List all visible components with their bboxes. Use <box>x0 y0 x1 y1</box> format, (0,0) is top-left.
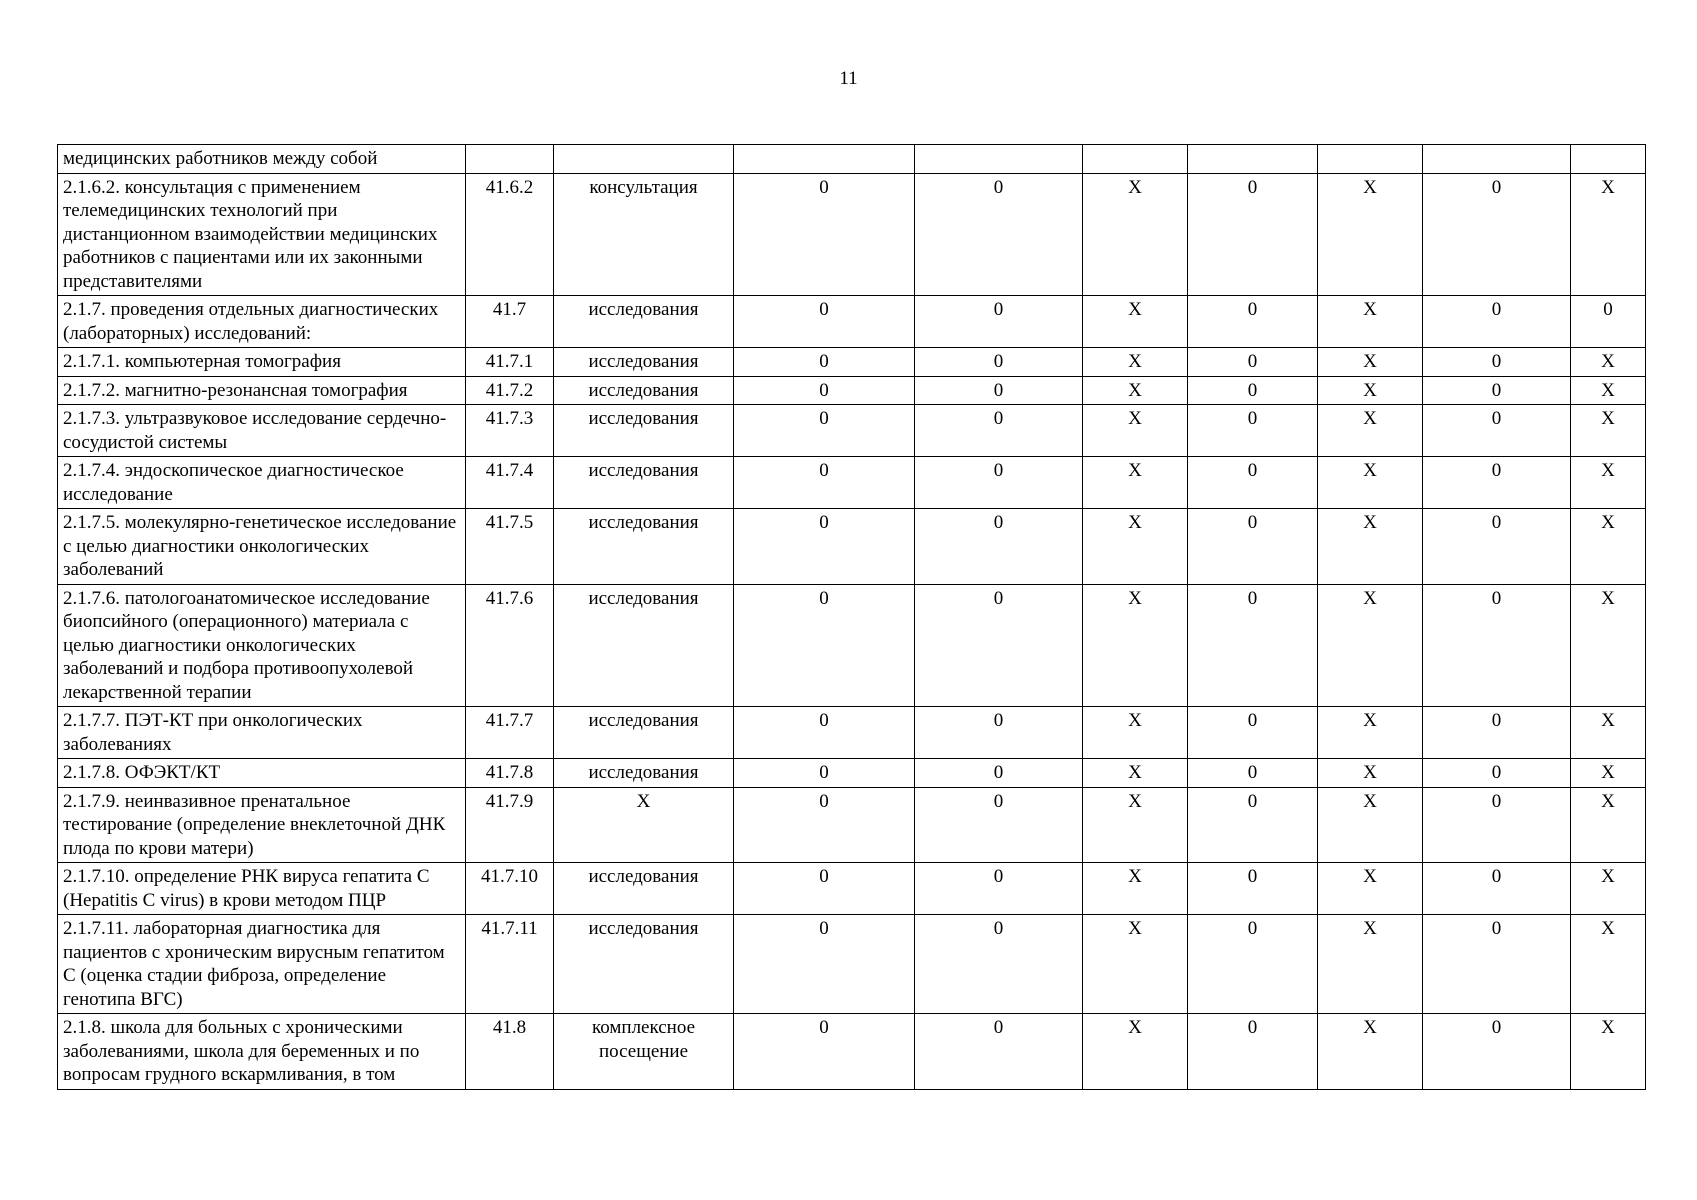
row-unit-cell: исследования <box>554 405 734 457</box>
row-value-cell-2: 0 <box>915 1014 1083 1090</box>
row-unit-cell: исследования <box>554 759 734 788</box>
row-value-cell-1 <box>734 145 915 174</box>
table-row <box>58 584 1646 707</box>
table-row <box>58 509 1646 585</box>
row-value-cell-3: X <box>1083 863 1188 915</box>
row-code-cell: 41.7.10 <box>466 863 554 915</box>
row-code-cell: 41.7.5 <box>466 509 554 585</box>
row-value-cell-1: 0 <box>734 707 915 759</box>
row-value-cell-5: X <box>1318 759 1423 788</box>
row-code-cell: 41.7.11 <box>466 915 554 1014</box>
table-row <box>58 296 1646 348</box>
row-value-cell-4: 0 <box>1188 376 1318 405</box>
row-value-cell-6: 0 <box>1423 787 1571 863</box>
row-value-cell-6: 0 <box>1423 915 1571 1014</box>
row-value-cell-3: X <box>1083 759 1188 788</box>
row-value-cell-2: 0 <box>915 405 1083 457</box>
row-value-cell-5: X <box>1318 376 1423 405</box>
row-value-cell-7: X <box>1571 915 1646 1014</box>
row-value-cell-7: X <box>1571 173 1646 296</box>
row-value-cell-7: X <box>1571 584 1646 707</box>
table-row <box>58 787 1646 863</box>
row-value-cell-7 <box>1571 145 1646 174</box>
row-value-cell-1: 0 <box>734 348 915 377</box>
row-value-cell-5: X <box>1318 863 1423 915</box>
row-value-cell-7: X <box>1571 1014 1646 1090</box>
row-value-cell-4: 0 <box>1188 457 1318 509</box>
row-value-cell-2: 0 <box>915 584 1083 707</box>
row-value-cell-7: X <box>1571 405 1646 457</box>
row-value-cell-4: 0 <box>1188 1014 1318 1090</box>
row-value-cell-5: X <box>1318 707 1423 759</box>
row-value-cell-5: X <box>1318 348 1423 377</box>
row-value-cell-2: 0 <box>915 787 1083 863</box>
row-code-cell: 41.7.7 <box>466 707 554 759</box>
row-value-cell-4: 0 <box>1188 405 1318 457</box>
row-value-cell-3: X <box>1083 584 1188 707</box>
row-value-cell-5: X <box>1318 296 1423 348</box>
row-value-cell-4: 0 <box>1188 348 1318 377</box>
table-row <box>58 1014 1646 1090</box>
row-value-cell-6: 0 <box>1423 1014 1571 1090</box>
row-code-cell: 41.7.3 <box>466 405 554 457</box>
row-code-cell <box>466 145 554 174</box>
row-value-cell-7: X <box>1571 348 1646 377</box>
row-value-cell-3: X <box>1083 915 1188 1014</box>
row-unit-cell: исследования <box>554 509 734 585</box>
row-value-cell-1: 0 <box>734 376 915 405</box>
row-value-cell-3: X <box>1083 457 1188 509</box>
row-value-cell-6: 0 <box>1423 584 1571 707</box>
row-value-cell-4: 0 <box>1188 759 1318 788</box>
row-unit-cell <box>554 145 734 174</box>
table-row <box>58 405 1646 457</box>
row-code-cell: 41.8 <box>466 1014 554 1090</box>
row-value-cell-1: 0 <box>734 787 915 863</box>
row-unit-cell: консультация <box>554 173 734 296</box>
row-unit-cell: исследования <box>554 863 734 915</box>
table-row <box>58 915 1646 1014</box>
row-value-cell-2: 0 <box>915 173 1083 296</box>
row-value-cell-7: X <box>1571 787 1646 863</box>
row-value-cell-1: 0 <box>734 509 915 585</box>
row-value-cell-6: 0 <box>1423 509 1571 585</box>
row-unit-cell: исследования <box>554 376 734 405</box>
row-value-cell-5 <box>1318 145 1423 174</box>
row-value-cell-1: 0 <box>734 915 915 1014</box>
table-row <box>58 863 1646 915</box>
row-value-cell-7: X <box>1571 509 1646 585</box>
row-value-cell-5: X <box>1318 173 1423 296</box>
table-row <box>58 173 1646 296</box>
row-value-cell-6: 0 <box>1423 376 1571 405</box>
row-name-cell: 2.1.7.5. молекулярно-генетическое исследование с целью диагностики онкологических заболеваний <box>58 509 466 585</box>
row-value-cell-7: X <box>1571 759 1646 788</box>
row-name-cell: 2.1.7.10. определение РНК вируса гепатита С (Hepatitis C virus) в крови методом ПЦР <box>58 863 466 915</box>
row-value-cell-1: 0 <box>734 405 915 457</box>
row-name-cell: 2.1.6.2. консультация с применением телемедицинских технологий при дистанционном взаимодействии медицинских работников с пациентами или их законными представителями <box>58 173 466 296</box>
table-row <box>58 457 1646 509</box>
row-value-cell-3: X <box>1083 787 1188 863</box>
row-value-cell-3: X <box>1083 1014 1188 1090</box>
row-value-cell-3: X <box>1083 296 1188 348</box>
row-name-cell: медицинских работников между собой <box>58 145 466 174</box>
row-unit-cell: X <box>554 787 734 863</box>
row-value-cell-6: 0 <box>1423 348 1571 377</box>
row-value-cell-2: 0 <box>915 509 1083 585</box>
row-value-cell-5: X <box>1318 405 1423 457</box>
table-body <box>58 145 1646 1090</box>
row-unit-cell: исследования <box>554 348 734 377</box>
row-value-cell-1: 0 <box>734 863 915 915</box>
row-value-cell-5: X <box>1318 457 1423 509</box>
page-number: 11 <box>839 68 858 89</box>
row-value-cell-7: X <box>1571 863 1646 915</box>
table-row <box>58 707 1646 759</box>
row-value-cell-2: 0 <box>915 376 1083 405</box>
row-code-cell: 41.7 <box>466 296 554 348</box>
row-value-cell-2: 0 <box>915 296 1083 348</box>
row-value-cell-3: X <box>1083 376 1188 405</box>
row-name-cell: 2.1.7.9. неинвазивное пренатальное тестирование (определение внеклеточной ДНК плода по крови матери) <box>58 787 466 863</box>
row-name-cell: 2.1.7.4. эндоскопическое диагностическое исследование <box>58 457 466 509</box>
row-value-cell-6: 0 <box>1423 863 1571 915</box>
row-value-cell-5: X <box>1318 1014 1423 1090</box>
row-value-cell-4: 0 <box>1188 915 1318 1014</box>
table-row <box>58 759 1646 788</box>
row-value-cell-6: 0 <box>1423 173 1571 296</box>
row-value-cell-2: 0 <box>915 457 1083 509</box>
row-value-cell-1: 0 <box>734 1014 915 1090</box>
row-value-cell-4: 0 <box>1188 707 1318 759</box>
row-name-cell: 2.1.7.6. патологоанатомическое исследование биопсийного (операционного) материала с целью диагностики онкологических заболеваний и подбора противоопухолевой лекарственной терапии <box>58 584 466 707</box>
row-value-cell-1: 0 <box>734 584 915 707</box>
row-name-cell: 2.1.7.1. компьютерная томография <box>58 348 466 377</box>
row-value-cell-4: 0 <box>1188 173 1318 296</box>
row-value-cell-7: X <box>1571 707 1646 759</box>
row-unit-cell: исследования <box>554 584 734 707</box>
data-table <box>57 144 1646 1090</box>
row-value-cell-3: X <box>1083 405 1188 457</box>
row-value-cell-5: X <box>1318 584 1423 707</box>
row-value-cell-3: X <box>1083 707 1188 759</box>
table-row <box>58 145 1646 174</box>
row-value-cell-2: 0 <box>915 915 1083 1014</box>
row-value-cell-6: 0 <box>1423 296 1571 348</box>
row-value-cell-6: 0 <box>1423 759 1571 788</box>
row-value-cell-2 <box>915 145 1083 174</box>
row-value-cell-3: X <box>1083 348 1188 377</box>
row-unit-cell: исследования <box>554 296 734 348</box>
row-name-cell: 2.1.7. проведения отдельных диагностических (лабораторных) исследований: <box>58 296 466 348</box>
row-value-cell-2: 0 <box>915 863 1083 915</box>
row-value-cell-6 <box>1423 145 1571 174</box>
row-unit-cell: исследования <box>554 457 734 509</box>
row-code-cell: 41.7.4 <box>466 457 554 509</box>
row-name-cell: 2.1.7.2. магнитно-резонансная томография <box>58 376 466 405</box>
row-value-cell-2: 0 <box>915 707 1083 759</box>
row-name-cell: 2.1.7.3. ультразвуковое исследование сердечно-сосудистой системы <box>58 405 466 457</box>
row-value-cell-7: X <box>1571 457 1646 509</box>
row-value-cell-4: 0 <box>1188 863 1318 915</box>
row-code-cell: 41.7.9 <box>466 787 554 863</box>
row-value-cell-1: 0 <box>734 173 915 296</box>
row-value-cell-3 <box>1083 145 1188 174</box>
row-value-cell-4: 0 <box>1188 509 1318 585</box>
table-row <box>58 348 1646 377</box>
row-value-cell-1: 0 <box>734 457 915 509</box>
table-row <box>58 376 1646 405</box>
row-value-cell-3: X <box>1083 173 1188 296</box>
row-value-cell-1: 0 <box>734 296 915 348</box>
row-value-cell-5: X <box>1318 787 1423 863</box>
row-value-cell-4: 0 <box>1188 584 1318 707</box>
row-value-cell-2: 0 <box>915 759 1083 788</box>
row-value-cell-6: 0 <box>1423 457 1571 509</box>
row-unit-cell: комплексное посещение <box>554 1014 734 1090</box>
row-value-cell-4: 0 <box>1188 787 1318 863</box>
row-code-cell: 41.6.2 <box>466 173 554 296</box>
row-value-cell-2: 0 <box>915 348 1083 377</box>
row-code-cell: 41.7.8 <box>466 759 554 788</box>
row-value-cell-6: 0 <box>1423 707 1571 759</box>
row-value-cell-4: 0 <box>1188 296 1318 348</box>
row-unit-cell: исследования <box>554 707 734 759</box>
row-code-cell: 41.7.2 <box>466 376 554 405</box>
row-code-cell: 41.7.1 <box>466 348 554 377</box>
row-name-cell: 2.1.8. школа для больных с хроническими заболеваниями, школа для беременных и по вопросам грудного вскармливания, в том <box>58 1014 466 1090</box>
row-name-cell: 2.1.7.8. ОФЭКТ/КТ <box>58 759 466 788</box>
row-value-cell-5: X <box>1318 915 1423 1014</box>
row-value-cell-5: X <box>1318 509 1423 585</box>
row-name-cell: 2.1.7.11. лабораторная диагностика для пациентов с хроническим вирусным гепатитом С (оценка стадии фиброза, определение генотипа ВГС) <box>58 915 466 1014</box>
row-value-cell-7: 0 <box>1571 296 1646 348</box>
row-name-cell: 2.1.7.7. ПЭТ-КТ при онкологических заболеваниях <box>58 707 466 759</box>
row-unit-cell: исследования <box>554 915 734 1014</box>
row-value-cell-7: X <box>1571 376 1646 405</box>
row-value-cell-4 <box>1188 145 1318 174</box>
row-value-cell-1: 0 <box>734 759 915 788</box>
row-code-cell: 41.7.6 <box>466 584 554 707</box>
row-value-cell-6: 0 <box>1423 405 1571 457</box>
row-value-cell-3: X <box>1083 509 1188 585</box>
